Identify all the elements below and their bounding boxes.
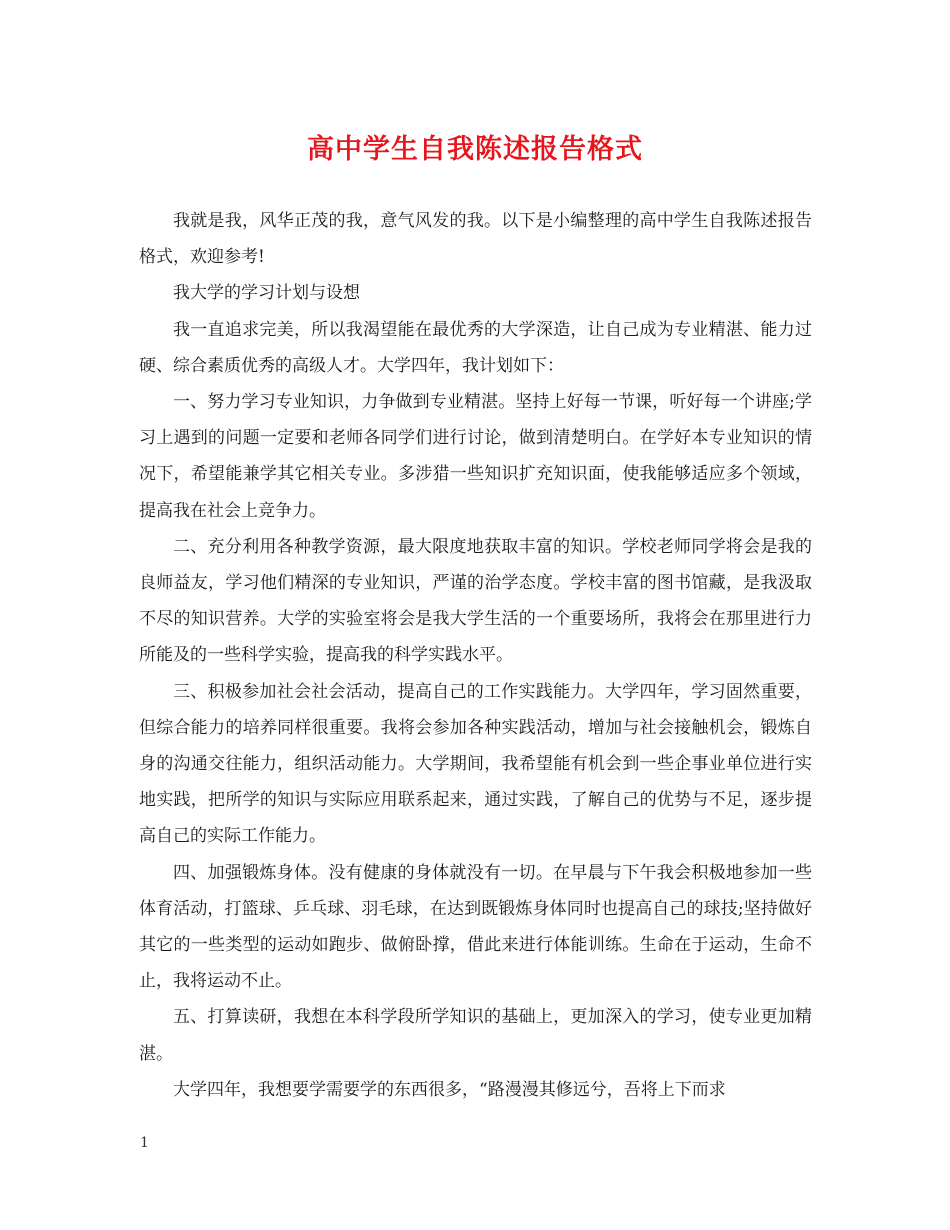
paragraph-heading: 我大学的学习计划与设想 bbox=[173, 283, 360, 304]
paragraph-plan-4: 四、加强锻炼身体。没有健康的身体就没有一切。在早晨与下午我会积极地参加一些体育活动，打篮球、乒乓球、羽毛球，在达到既锻炼身体同时也提高自己的球技;坚持做好其它的一些类型的运动如跑步、做俯卧撑，借此来进行体能训练。生命在于运动，生命不止，我将运动不止。 bbox=[139, 862, 812, 992]
paragraph-intro: 我就是我，风华正茂的我，意气风发的我。以下是小编整理的高中学生自我陈述报告格式，欢迎参考! bbox=[139, 211, 812, 268]
document-body bbox=[139, 203, 812, 1108]
paragraph-plan-3: 三、积极参加社会社会活动，提高自己的工作实践能力。大学四年，学习固然重要，但综合能力的培养同样很重要。我将会参加各种实践活动，增加与社会接触机会，锻炼自身的沟通交往能力，组织活动能力。大学期间，我希望能有机会到一些企事业单位进行实地实践，把所学的知识与实际应用联系起来，通过实践，了解自己的优势与不足，逐步提高自己的实际工作能力。 bbox=[139, 681, 812, 847]
paragraph-plan-2: 二、充分利用各种教学资源，最大限度地获取丰富的知识。学校老师同学将会是我的良师益友，学习他们精深的专业知识，严谨的治学态度。学校丰富的图书馆藏，是我汲取不尽的知识营养。大学的实验室将会是我大学生活的一个重要场所，我将会在那里进行力所能及的一些科学实验，提高我的科学实践水平。 bbox=[139, 536, 812, 666]
document-title: 高中学生自我陈述报告格式 bbox=[307, 134, 643, 165]
paragraph-plan-1: 一、努力学习专业知识，力争做到专业精湛。坚持上好每一节课，听好每一个讲座;学习上遇到的问题一定要和老师各同学们进行讨论，做到清楚明白。在学好本专业知识的情况下，希望能兼学其它相关专业。多涉猎一些知识扩充知识面，使我能够适应多个领域，提高我在社会上竞争力。 bbox=[139, 392, 812, 521]
paragraph-closing: 大学四年，我想要学需要学的东西很多，“路漫漫其修远兮，吾将上下而求 bbox=[173, 1079, 726, 1100]
page-number: 1 bbox=[140, 1135, 149, 1151]
paragraph-goal: 我一直追求完美，所以我渴望能在最优秀的大学深造，让自己成为专业精湛、能力过硬、综合素质优秀的高级人才。大学四年，我计划如下： bbox=[139, 319, 812, 376]
paragraph-plan-5: 五、打算读研，我想在本科学段所学知识的基础上，更加深入的学习，使专业更加精湛。 bbox=[139, 1007, 812, 1064]
